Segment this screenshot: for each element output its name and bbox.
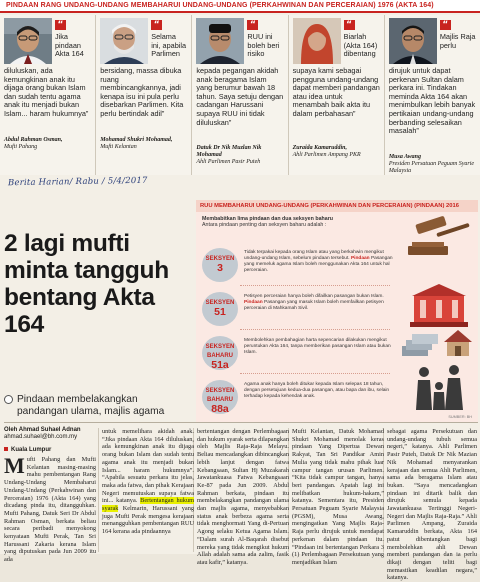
- quote-body: dirujuk untuk dapat perkenan Sultan dalam perkara ini. Tindakan meminda Akta 164 akan menimbulkan lebih banyak pertikaian undang-undang berbanding selesaikan masalah”: [388, 66, 476, 136]
- infographic-intro: [202, 216, 402, 229]
- quote-mark-icon: “: [247, 20, 258, 30]
- section-text: Tidak terpakai kepada orang Islam atau yang berkahwin mengikut undang-undang Islam, sebelum pindaan tersebut.: [244, 250, 384, 261]
- infographic-source: SUMBER: BH: [448, 415, 472, 419]
- column-text: ufti Pahang dan Mufti Kelantan masing-masing mahu pembentangan Rang Undang-Undang Membaharui Undang-Undang (Perkahwinan dan Perceraian) 1976 (Akta 164) yang dicadang pinda itu, ditangguhkan. Mufti Pahang, Datuk Seri Dr Abdul Rahman Osman, berkata beliau secara peribadi menyokong kenyataan Mufti Perak, Tan Sri Harussani Zakaria kerana Islam yang diputuskan pada Jun 2009 itu ada: [4, 456, 96, 564]
- column-text: Kelmarin, Harussani yang juga Mufti Perak mengesa kerajaan menangguhkan pembentangan RUU 164 kerana ada pindaannya: [102, 505, 194, 536]
- author-name: Musa Awang: [388, 154, 421, 160]
- section-text: Petisyen perceraian hanya boleh difailkan pasangan bukan Islam.: [244, 294, 384, 299]
- section-number: 51a: [211, 359, 229, 371]
- column-text: bertentangan dengan Perlembagaan dan hukum syarak serta dilapangkan oleh Majlis Raja-Raja Melayu. Beliau mencadangkan dibincangkan lebih lanjut dengan fatwa Kebangsaan, Sultan Hj Muzakarah Jawatankuasa Fatwa Kebangsaan Ke-87 pada Jun 2009. Abdul Rahman berkata, pindaan itu membelakangkan pandangan ulama dan majlis agama, menyebabkan status anak berbeza agama serta tidak menghormati Yang di-Pertuan Agong selaku Ketua Agama Islam. “Dalam surah Al-Baqarah disebut mereka yang tidak mengikut hukum Allah adalah sama ada zalim, fasik atau kafir,” katanya.: [197, 428, 289, 566]
- column-text: Mufti Kelantan, Datuk Mohamad Shukri Mohamad menolak keras pindaan Yang Dipertua Dewan Rakyat, Tan Sri Pandikar Amin Mulia yang tidak mahu pihak luar campur tangan urusan Parlimen. “Kita tidak campur tangan, hanya beri pandangan. Apatah lagi ini melibatkan hukum-hakam,” katanya. Sementara itu, Presiden Persatuan Peguam Syarie Malaysia (PGSM), Musa Awang, mengingatkan Yang Majlis Raja-Raja perlu dirujuk untuk mendapat perkenan dalam pindaan itu. “Pindaan ini bertentangan Perkara 3 (1) Perlembagaan Persekutuan yang menjadikan Islam: [292, 428, 384, 566]
- opinion-card: [192, 15, 288, 175]
- section-label: SEKSYEN BAHARU: [205, 388, 235, 403]
- bullet-icon: [4, 395, 13, 404]
- infographic-row: [200, 246, 472, 282]
- byline-author: Oleh Ahmad Suhael Adnan: [4, 427, 81, 433]
- opinion-card: [289, 15, 385, 175]
- section-number: 88a: [211, 403, 229, 415]
- handwritten-note: Berita Harian/ Rabu / 5/4/2017: [7, 175, 148, 189]
- quote-body: bersidang, massa dibuka ruang membincangkannya, jadi kenapa isu ini pula perlu disebarkan Parlimen. Kita perlu bertindak adil”: [100, 66, 184, 118]
- section-description: [244, 294, 394, 312]
- amendment-keyword: Pindaan: [244, 300, 263, 305]
- quote-mark-icon: “: [151, 20, 162, 30]
- quote-lead: Majlis Raja perlu: [439, 32, 476, 50]
- section-divider: [4, 422, 478, 423]
- section-badge: [202, 292, 238, 326]
- opinion-card: [385, 15, 480, 175]
- column-separator: [98, 428, 99, 552]
- drop-cap: M: [4, 453, 25, 478]
- author-title: Presiden Persatuan Peguam Syarie Malaysia: [388, 161, 475, 174]
- author-title: Mufti Pahang: [4, 144, 38, 150]
- quote-author: [389, 154, 479, 175]
- section-badge: [202, 336, 238, 370]
- byline: [4, 427, 92, 441]
- section-text: Agama anak hanya boleh ditukar kepada Islam selepas 18 tahun, dengan persetujuan kedua-dua pasangan, atau bapa dan ibu, selain terhadap kepada kehendak anak.: [244, 382, 390, 399]
- author-name: Datuk Dr Nik Muzlan Nik Mohamad: [196, 145, 262, 158]
- highlighted-subhead: Bertentangan hukum syarak: [102, 497, 194, 513]
- column-text: sebagai agama Persekutuan dan undang-undang tubuh semua negeri,” katanya. Ahli Parlimen Pasir Puteh, Datuk Dr Nik Mazian Nik Mohamad menyarankan kerajaan dan semua Ahli Parlimen, sama ada beragama Islam atau bukan. “Saya mencadangkan pindaan ini ditarik balik dan dirujuk semula kepada Jawatankuasa Tertinggi Negeri-Negeri dan Majlis Raja-Raja.” Ahli Parlimen Ampang, Zuraida Kamaruddin berkata, Akta 164 patut dibentangkan bagi membolehkan ahli Dewan memberi pandangan dan ia perlu dikaji dengan teliti bagi memastikan keadilan negara,” katanya.: [387, 428, 477, 582]
- row-divider: [240, 285, 390, 286]
- quote-mark-icon: “: [344, 20, 355, 30]
- quote-lead: RUU ini boleh beri risiko: [247, 32, 280, 59]
- article-subheadline: [4, 394, 189, 418]
- quote-author: [293, 145, 383, 159]
- author-name: Abdul Rahman Osman,: [4, 137, 63, 143]
- article-column-1: [4, 453, 96, 564]
- row-divider: [240, 373, 390, 374]
- row-divider: [240, 329, 390, 330]
- section-text: Membolehkan pembahagian harta sepencarian dilakukan mengikut peruntukan Akta 164, tanpa memberikan pasangan Islam atau bukan Islam.: [244, 338, 391, 355]
- infographic-intro-heading: Membabitkan lima pindaan dan dua seksyen baharu: [202, 216, 333, 222]
- byline-email: ahmad.suhael@bh.com.my: [4, 434, 78, 440]
- section-description: [244, 250, 394, 274]
- article-column-5: [387, 428, 477, 582]
- section-label: SEKSYEN BAHARU: [205, 344, 235, 359]
- portrait-photo: [196, 18, 244, 64]
- infographic-title: RUU MEMBAHARUI UNDANG-UNDANG (PERKAHWINAN DAN PERCERAIAN) (PINDAAN) 2016: [196, 200, 478, 212]
- quote-body: kepada pegangan akidah anak beragama Islam yang berumur bawah 18 tahun. Saya setuju dengan cadangan Harussani supaya RUU ini tidak diluluskan”: [196, 66, 284, 127]
- portrait-photo: [389, 18, 437, 64]
- amendment-keyword: Pindaan: [350, 256, 370, 261]
- house-icon: [442, 328, 474, 358]
- quote-mark-icon: “: [440, 20, 451, 30]
- infographic: [196, 200, 478, 422]
- portrait-photo: [4, 18, 52, 64]
- quote-lead: Biarlah (Akta 164) dibentang: [343, 32, 378, 59]
- topic-banner: PINDAAN RANG UNDANG-UNDANG MEMBAHARUI UNDANG-UNDANG (PERKAHWINAN DAN PERCERAIAN) 1976 (AKTA 164): [0, 0, 480, 13]
- quote-lead: Selama ini, apabila Parlimen: [151, 32, 187, 59]
- section-number: 3: [217, 262, 223, 274]
- opinion-card: [0, 15, 96, 175]
- article-headline: 2 lagi mufti minta tangguh bentang Akta 164: [4, 230, 169, 338]
- author-name: Mohamad Shukri Mohamad,: [100, 137, 173, 143]
- section-label: SEKSYEN: [205, 300, 235, 306]
- infographic-intro-sub: Antara pindaan penting dan seksyen baharu adalah :: [202, 222, 327, 229]
- dateline: Kuala Lumpur: [4, 447, 92, 453]
- article-column-4: [292, 428, 384, 566]
- quote-body: supaya kami sebagai pengguna undang-undang dapat memberi pandangan atau idea untuk menambah baik akta itu dalam perbahasan”: [292, 66, 380, 118]
- section-description: [244, 338, 394, 356]
- section-badge: [202, 248, 238, 282]
- quote-mark-icon: “: [55, 20, 66, 30]
- section-number: 51: [214, 306, 226, 318]
- opinion-card: [96, 15, 192, 175]
- amendment-text: Pasangan yang memeluk agama Islam boleh menggunakan Akta 164 untuk hal perceraian.: [244, 256, 393, 273]
- author-title: Ahli Parlimen Ampang PKR: [292, 152, 361, 158]
- amendment-text: Pasangan yang masuk Islam boleh memfailkan petisyen perceraian di Mahkamah Sivil.: [244, 300, 384, 311]
- portrait-photo: [293, 18, 341, 64]
- quote-body: diluluskan, ada kemungkinan anak itu dijaga orang bukan Islam dan sudah tentu agama anak itu menjadi bukan Islam... haram hukumnya”: [4, 66, 89, 118]
- section-badge: [202, 380, 238, 414]
- portrait-photo: [100, 18, 148, 64]
- article-column-2: [102, 428, 194, 552]
- author-name: Zuraida Kamaruddin,: [292, 145, 347, 151]
- quote-author: [4, 137, 94, 151]
- family-silhouette-icon: [410, 362, 470, 412]
- opinion-strip: [0, 15, 480, 175]
- quote-author: [100, 137, 190, 151]
- section-label: SEKSYEN: [205, 256, 235, 262]
- article-column-3: [197, 428, 289, 566]
- subheadline-text: Pindaan membelakangkan pandangan ulama, majlis agama: [17, 394, 165, 417]
- money-stack-icon: [400, 332, 444, 360]
- quote-lead: Jika pindaan Akta 164: [55, 32, 84, 59]
- courthouse-icon: [408, 280, 470, 328]
- section-description: [244, 382, 394, 400]
- column-text: untuk memelihara akidah anak. “Jika pindaan Akta 164 diluluskan, ada kemungkinan anak itu dijaga orang bukan Islam dan sudah tentu agama anak itu menjadi bukan Islam... haram hukumnya”. “Apabila sesuatu perkara itu jelas, maka ada fatwa, dan pihak Kerajaan Negeri memutuskan supaya fatwa ini... katanya.: [102, 428, 194, 505]
- quote-author: [196, 145, 286, 166]
- author-title: Mufti Kelantan: [100, 144, 137, 150]
- author-title: Ahli Parlimen Pasir Puteh: [196, 159, 261, 165]
